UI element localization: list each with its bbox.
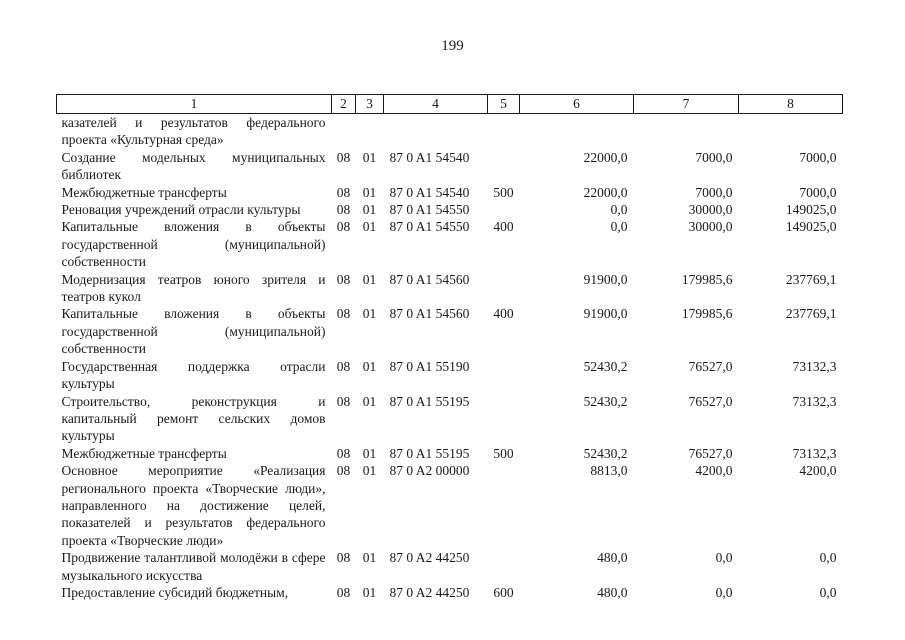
row-expense-type <box>488 114 520 149</box>
row-name: Модернизация театров юного зрителя и театров кукол <box>61 271 326 305</box>
row-section-code: 08 <box>336 306 351 322</box>
header-col-3: 3 <box>356 95 384 114</box>
row-amount-col-6: 480,0 <box>597 550 628 566</box>
row-expense-type: 400 <box>493 306 514 322</box>
table-row <box>57 218 843 270</box>
row-amount-col-7: 0,0 <box>715 584 733 600</box>
row-amount-col-6: 52430,2 <box>583 358 628 374</box>
row-subsection-code: 01 <box>362 393 377 409</box>
row-amount-col-8: 7000,0 <box>799 149 837 165</box>
row-amount-col-6: 52430,2 <box>583 393 628 409</box>
header-col-6: 6 <box>520 95 634 114</box>
table-row <box>57 305 843 357</box>
row-subsection-code: 01 <box>362 445 377 461</box>
row-target-article: 87 0 A1 54540 <box>389 149 470 165</box>
header-col-7: 7 <box>634 95 739 114</box>
row-name: Государственная поддержка отрасли культуры <box>61 358 326 392</box>
row-amount-col-7: 179985,6 <box>681 271 733 287</box>
row-name: казателей и результатов федерального проекта «Культурная среда» <box>61 115 326 148</box>
row-expense-type: 500 <box>493 184 514 200</box>
row-name: Межбюджетные трансферты <box>61 184 227 200</box>
page-number: 199 <box>441 38 464 54</box>
header-col-2: 2 <box>332 95 356 114</box>
row-subsection-code: 01 <box>362 306 377 322</box>
table-row <box>57 271 843 306</box>
row-subsection-code: 01 <box>362 271 377 287</box>
row-subsection-code: 01 <box>362 463 377 479</box>
header-row <box>57 95 843 114</box>
row-target-article: 87 0 A2 44250 <box>389 550 470 566</box>
row-target-article: 87 0 A2 44250 <box>389 584 470 600</box>
row-subsection-code <box>356 114 384 149</box>
row-section-code: 08 <box>336 271 351 287</box>
row-target-article: 87 0 A1 54550 <box>389 202 470 218</box>
table-row <box>57 445 843 462</box>
row-amount-col-8: 4200,0 <box>799 463 837 479</box>
row-amount-col-7: 30000,0 <box>688 219 733 235</box>
row-target-article: 87 0 A1 55190 <box>389 358 470 374</box>
row-subsection-code: 01 <box>362 149 377 165</box>
row-amount-col-8: 237769,1 <box>785 306 837 322</box>
row-expense-type <box>488 393 520 445</box>
budget-table <box>56 94 843 601</box>
row-amount-col-6: 52430,2 <box>583 445 628 461</box>
row-expense-type <box>488 271 520 306</box>
row-target-article: 87 0 A1 54550 <box>389 219 470 235</box>
row-amount-col-8: 73132,3 <box>792 445 837 461</box>
row-amount-col-7: 7000,0 <box>695 149 733 165</box>
row-target-article: 87 0 A1 54560 <box>389 271 470 287</box>
table-row <box>57 184 843 201</box>
row-amount-col-8: 149025,0 <box>785 219 837 235</box>
row-name: Межбюджетные трансферты <box>61 445 227 461</box>
row-name: Продвижение талантливой молодёжи в сфере музыкального искусства <box>61 550 326 583</box>
row-section-code <box>332 114 356 149</box>
row-amount-col-7 <box>634 114 739 149</box>
row-amount-col-6: 480,0 <box>597 584 628 600</box>
header-col-4: 4 <box>384 95 488 114</box>
row-amount-col-7: 76527,0 <box>688 445 733 461</box>
row-subsection-code: 01 <box>362 584 377 600</box>
row-amount-col-8: 7000,0 <box>799 184 837 200</box>
row-amount-col-6 <box>520 114 634 149</box>
table-row <box>57 201 843 218</box>
row-name: Строительство, реконструкция и капитальный ремонт сельских домов культуры <box>61 393 326 444</box>
row-amount-col-8: 73132,3 <box>792 393 837 409</box>
row-name: Реновация учреждений отрасли культуры <box>61 202 301 218</box>
row-name: Капитальные вложения в объекты государственной (муниципальной) собственности <box>61 306 326 357</box>
row-subsection-code: 01 <box>362 184 377 200</box>
table-row <box>57 549 843 584</box>
header-col-8: 8 <box>739 95 843 114</box>
row-amount-col-6: 91900,0 <box>583 271 628 287</box>
row-amount-col-6: 0,0 <box>610 219 628 235</box>
row-amount-col-6: 8813,0 <box>590 463 628 479</box>
row-target-article: 87 0 A1 55195 <box>389 393 470 409</box>
header-col-5: 5 <box>488 95 520 114</box>
table-row <box>57 462 843 549</box>
row-target-article: 87 0 A1 54560 <box>389 306 470 322</box>
row-amount-col-7: 0,0 <box>715 550 733 566</box>
row-amount-col-6: 0,0 <box>610 202 628 218</box>
row-section-code: 08 <box>336 202 351 218</box>
row-expense-type <box>488 201 520 218</box>
row-expense-type <box>488 149 520 184</box>
row-amount-col-7: 4200,0 <box>695 463 733 479</box>
table-row <box>57 584 843 601</box>
row-target-article: 87 0 A1 54540 <box>389 184 470 200</box>
row-amount-col-7: 7000,0 <box>695 184 733 200</box>
row-amount-col-7: 76527,0 <box>688 393 733 409</box>
row-amount-col-8: 237769,1 <box>785 271 837 287</box>
row-subsection-code: 01 <box>362 550 377 566</box>
row-expense-type <box>488 549 520 584</box>
row-name: Создание модельных муниципальных библиотек <box>61 149 326 183</box>
row-subsection-code: 01 <box>362 219 377 235</box>
row-name: Основное мероприятие «Реализация регионального проекта «Творческие люди», направленного на достижение целей, показателей и результатов федерального проекта «Творческие люди» <box>61 463 326 548</box>
row-section-code: 08 <box>336 584 351 600</box>
row-amount-col-8: 73132,3 <box>792 358 837 374</box>
row-target-article: 87 0 A1 55195 <box>389 445 470 461</box>
row-subsection-code: 01 <box>362 358 377 374</box>
row-expense-type <box>488 358 520 393</box>
row-amount-col-6: 91900,0 <box>583 306 628 322</box>
row-amount-col-7: 179985,6 <box>681 306 733 322</box>
row-subsection-code: 01 <box>362 202 377 218</box>
row-amount-col-8 <box>739 114 843 149</box>
row-name: Капитальные вложения в объекты государственной (муниципальной) собственности <box>61 219 326 270</box>
row-amount-col-6: 22000,0 <box>583 149 628 165</box>
table-row <box>57 149 843 184</box>
row-target-article <box>384 114 488 149</box>
table-body <box>57 114 843 602</box>
row-section-code: 08 <box>336 149 351 165</box>
table-row <box>57 393 843 445</box>
row-expense-type: 600 <box>493 584 514 600</box>
row-amount-col-6: 22000,0 <box>583 184 628 200</box>
row-section-code: 08 <box>336 358 351 374</box>
row-expense-type <box>488 462 520 549</box>
table-row <box>57 358 843 393</box>
row-amount-col-7: 76527,0 <box>688 358 733 374</box>
row-target-article: 87 0 A2 00000 <box>389 463 470 479</box>
row-amount-col-8: 149025,0 <box>785 202 837 218</box>
row-expense-type: 400 <box>493 219 514 235</box>
row-expense-type: 500 <box>493 445 514 461</box>
row-amount-col-8: 0,0 <box>819 550 837 566</box>
row-section-code: 08 <box>336 393 351 409</box>
row-amount-col-8: 0,0 <box>819 584 837 600</box>
row-section-code: 08 <box>336 219 351 235</box>
row-name: Предоставление субсидий бюджетным, <box>61 584 289 600</box>
row-section-code: 08 <box>336 550 351 566</box>
row-section-code: 08 <box>336 184 351 200</box>
row-section-code: 08 <box>336 445 351 461</box>
header-col-1: 1 <box>57 95 332 114</box>
table-row <box>57 114 843 149</box>
row-section-code: 08 <box>336 463 351 479</box>
table-header <box>57 95 843 114</box>
row-amount-col-7: 30000,0 <box>688 202 733 218</box>
